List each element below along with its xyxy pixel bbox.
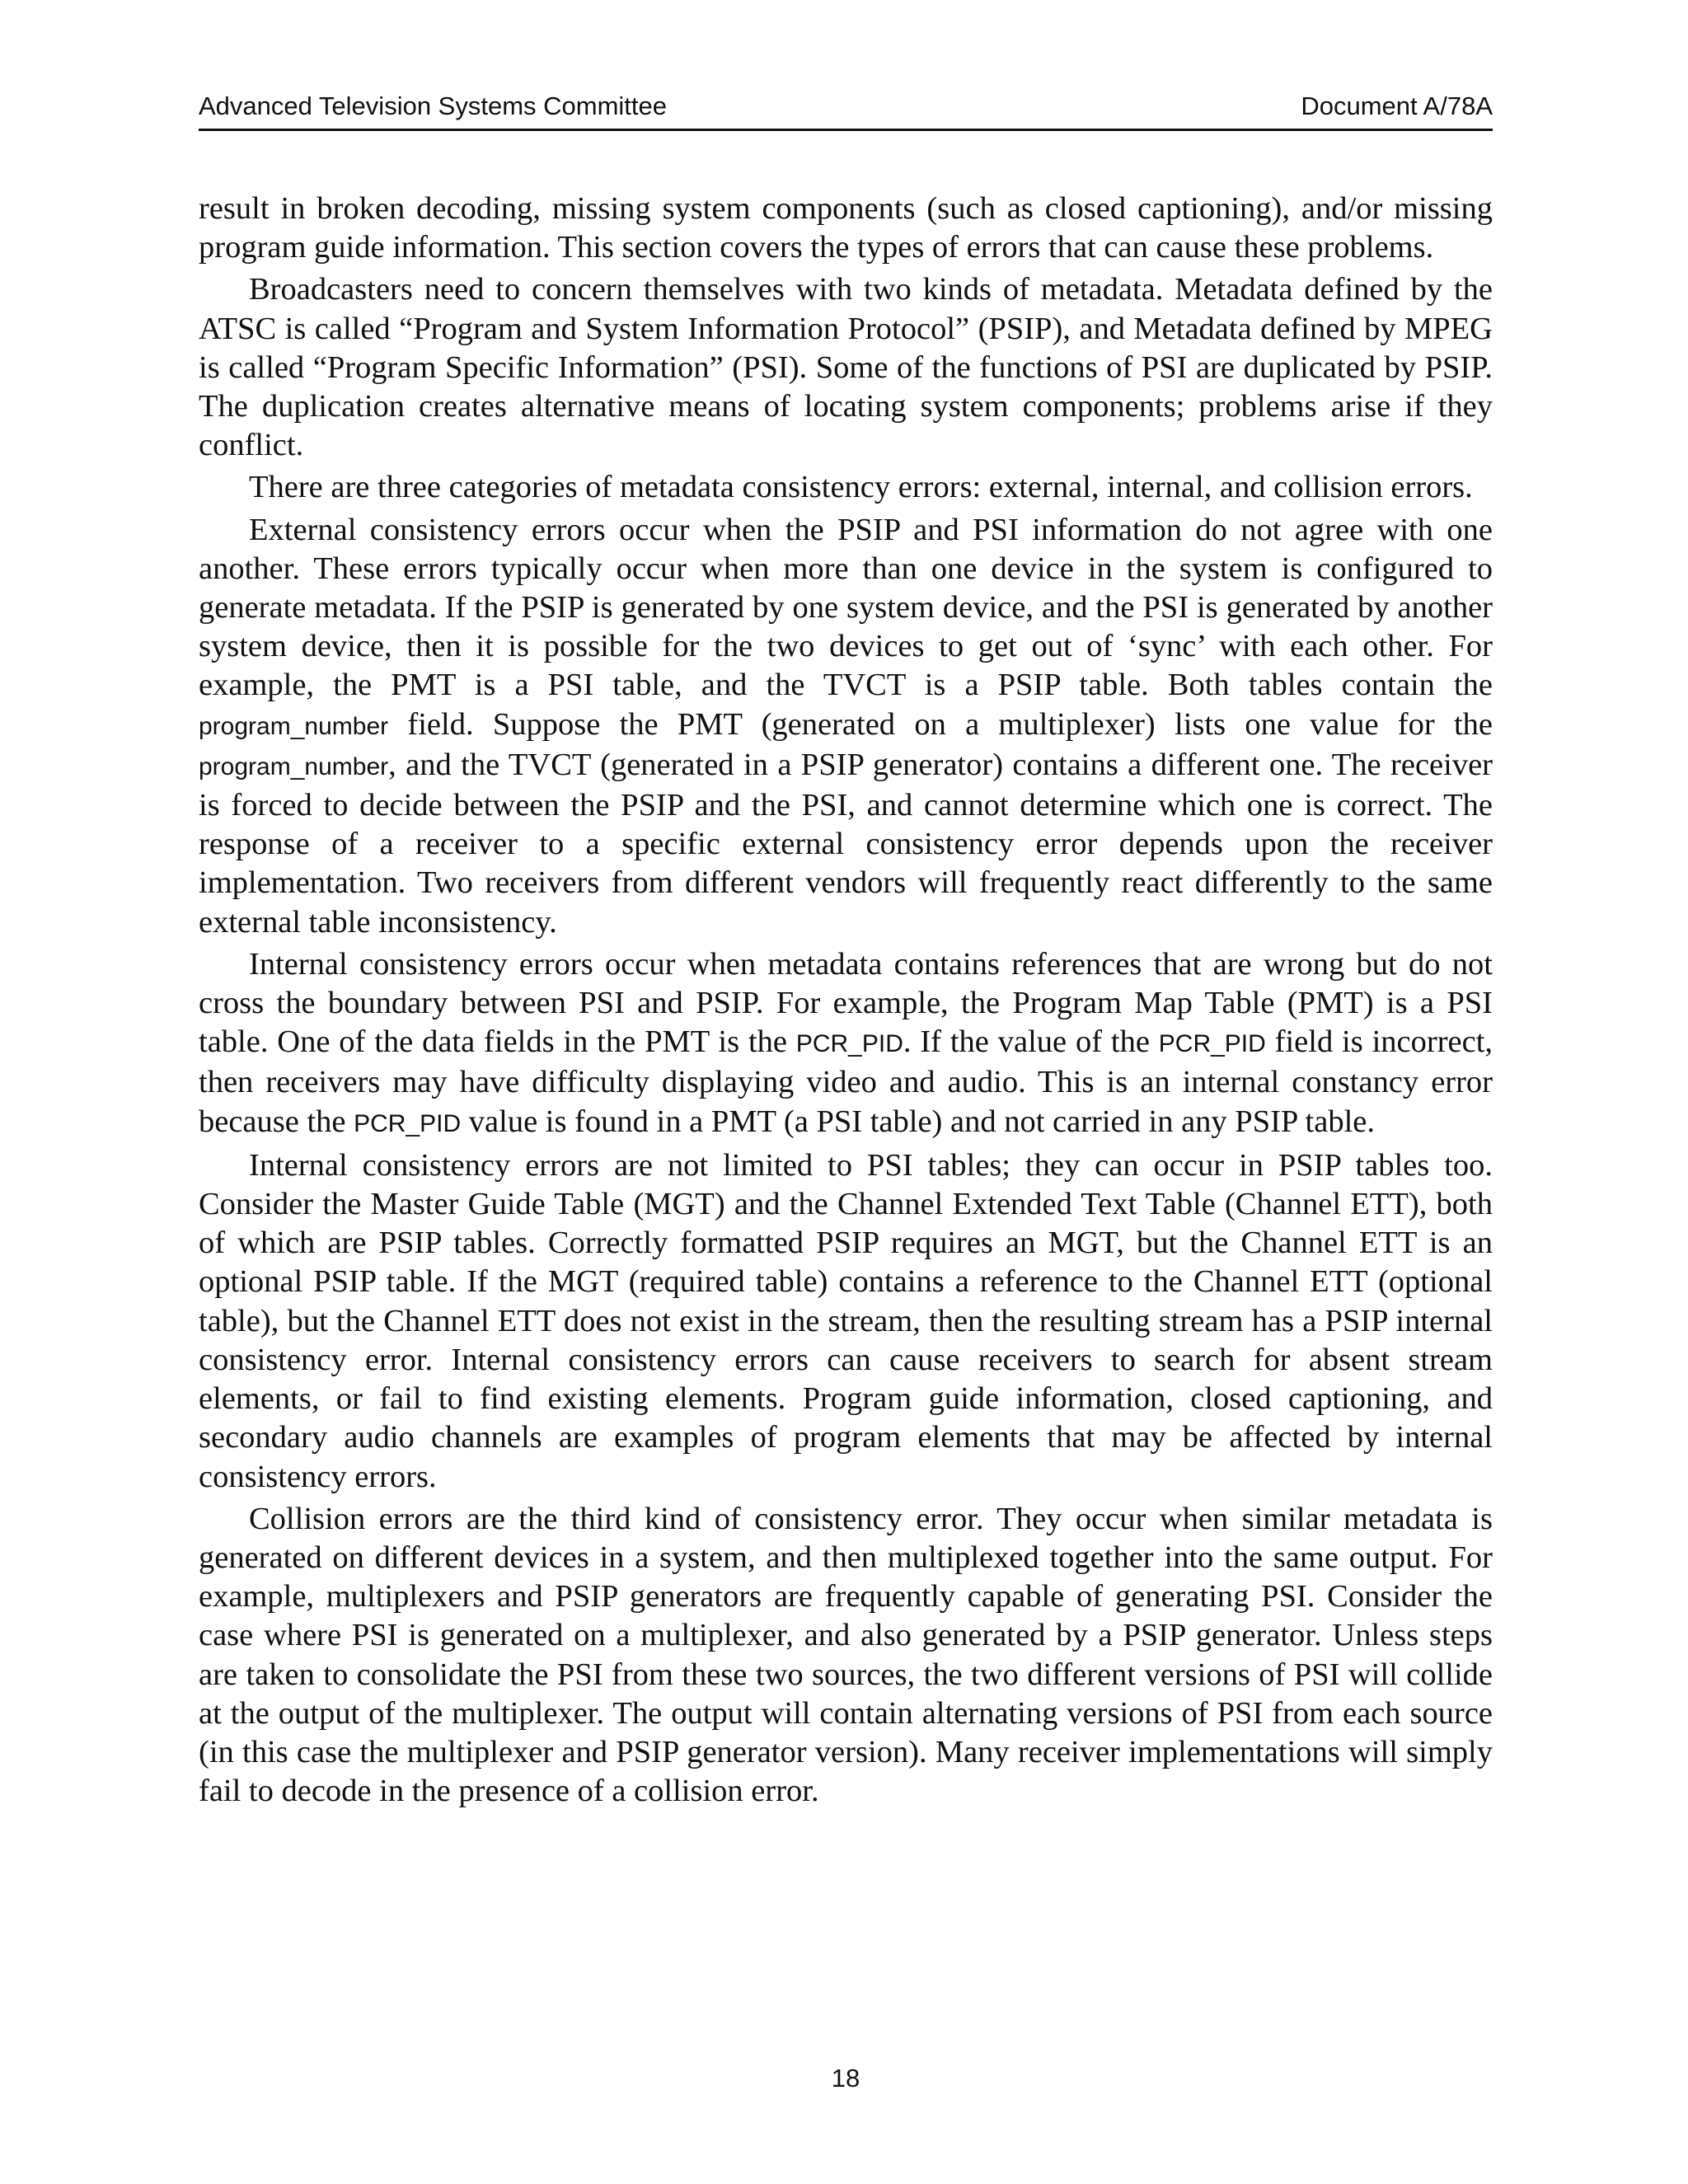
text-run: field is incorrect, then receivers may have difficulty displaying video and audio. This is an internal constancy error because the [199, 1024, 1493, 1139]
paragraph-external-errors [199, 511, 1493, 942]
body-text [199, 190, 1493, 1814]
page-number: 18 [831, 2064, 860, 2093]
code-term: program_number [199, 752, 389, 780]
code-term: PCR_PID [1158, 1030, 1266, 1058]
text-run: value is found in a PMT (a PSI table) and not carried in any PSIP table. [461, 1104, 1375, 1139]
text-run: , and the TVCT (generated in a PSIP generator) contains a different one. The receiver is forced to decide between the PSIP and the PSI, and cannot determine which one is correct. The response of a receiver to a specific external consistency error depends upon the receiver implementation. Two receivers from different vendors will frequently react differently to the same external table inconsistency. [199, 747, 1493, 940]
paragraph-collision-errors: Collision errors are the third kind of consistency error. They occur when similar metadata is generated on different devices in a system, and then multiplexed together into the same output. For example, multiplexers and PSIP generators are frequently capable of generating PSI. Consider the case where PSI is generated on a multiplexer, and also generated by a PSIP generator. Unless steps are taken to consolidate the PSI from these two sources, the two different versions of PSI will collide at the output of the multiplexer. The output will contain alternating versions of PSI from each source (in this case the multiplexer and PSIP generator version). Many receiver implementations will simply fail to decode in the presence of a collision error. [199, 1501, 1493, 1809]
text-run: field. Suppose the PMT (generated on a multiplexer) lists one value for the [388, 706, 1493, 742]
header-document-id: Document A/78A [1301, 91, 1493, 120]
running-header [199, 89, 1493, 131]
header-organization: Advanced Television Systems Committee [199, 91, 668, 120]
text-run: Internal consistency errors occur when metadata contains references that are wrong but do not cross the boundary between PSI and PSIP. For example, the Program Map Table (PMT) is a PSI table. One of the data fields in the PMT is the [199, 946, 1493, 1060]
paragraph-metadata-kinds: Broadcasters need to concern themselves with two kinds of metadata. Metadata defined by the ATSC is called “Program and System Information Protocol” (PSIP), and Metadata defined by MPEG is called “Program Specific Information” (PSI). Some of the functions of PSI are duplicated by PSIP. The duplication creates alternative means of locating system components; problems arise if they conflict. [199, 272, 1493, 463]
text-run: . If the value of the [903, 1024, 1159, 1060]
text-run: External consistency errors occur when the PSIP and PSI information do not agree with one another. These errors typically occur when more than one device in the system is configured to generate metadata. If the PSIP is generated by one system device, and the PSI is generated by another system device, then it is possible for the two devices to get out of ‘sync’ with each other. For example, the PMT is a PSI table, and the TVCT is a PSIP table. Both tables contain the [199, 512, 1493, 703]
code-term: program_number [199, 712, 389, 740]
document-page [199, 0, 1493, 2184]
paragraph-psip-internal-errors: Internal consistency errors are not limited to PSI tables; they can occur in PSIP tables too. Consider the Master Guide Table (MGT) and the Channel Extended Text Table (Channel ETT), both of which are PSIP tables. Correctly formatted PSIP requires an MGT, but the Channel ETT is an optional PSIP table. If the MGT (required table) contains a reference to the Channel ETT (optional table), but the Channel ETT does not exist in the stream, then the resulting stream has a PSIP internal consistency error. Internal consistency errors can cause receivers to search for absent stream elements, or fail to find existing elements. Program guide information, closed captioning, and secondary audio channels are examples of program elements that may be affected by internal consistency errors. [199, 1147, 1493, 1494]
code-term: PCR_PID [795, 1030, 903, 1058]
paragraph-error-categories: There are three categories of metadata consistency errors: external, internal, and collision errors. [249, 470, 1473, 505]
paragraph-continuation: result in broken decoding, missing system components (such as closed captioning), and/or missing program guide information. This section covers the types of errors that can cause these problems. [199, 191, 1493, 265]
paragraph-internal-errors [199, 945, 1493, 1143]
code-term: PCR_PID [354, 1109, 462, 1137]
